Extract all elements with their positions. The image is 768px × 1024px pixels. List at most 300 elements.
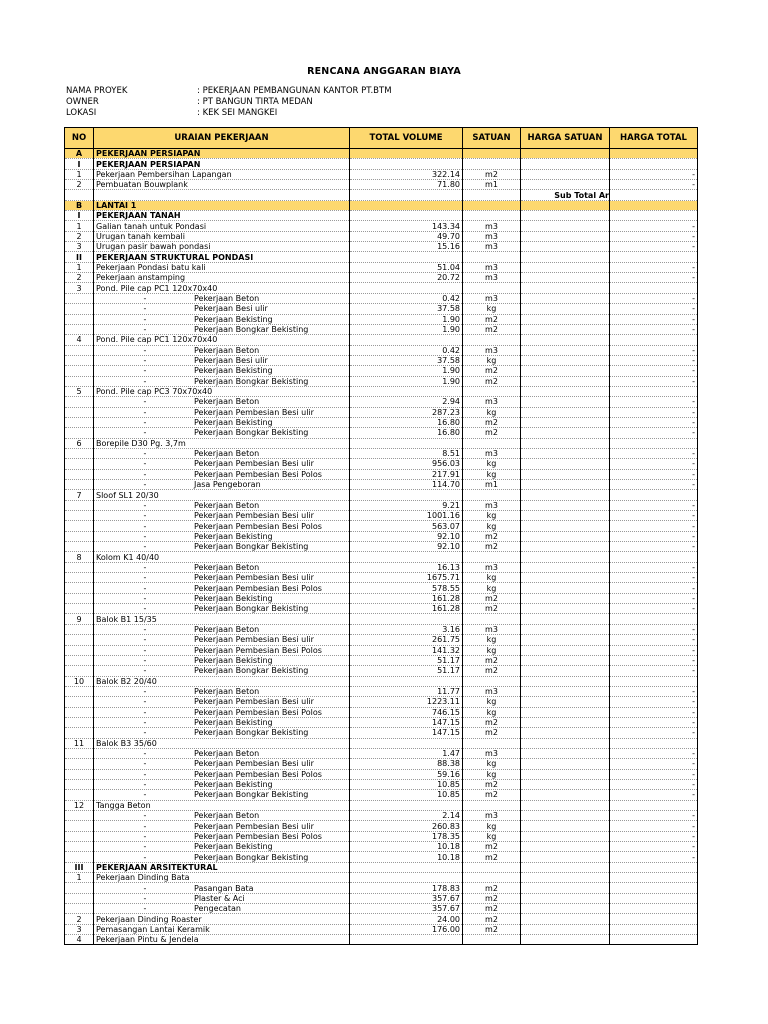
sub-item-row: [65, 480, 698, 490]
sub-item-dash: -: [143, 728, 147, 738]
cell-no: 10: [65, 676, 94, 686]
cell-uraian: Pond. Pile cap PC1 120x70x40: [94, 335, 350, 345]
cell-satuan: [463, 552, 521, 562]
cell-satuan: [463, 149, 521, 159]
cell-harga-total: -: [610, 707, 698, 717]
cell-satuan: m3: [463, 293, 521, 303]
cell-no: [65, 407, 94, 417]
sub-item-label: Pekerjaan Bekisting: [194, 780, 273, 790]
sub-item-label: Pekerjaan Bekisting: [194, 842, 273, 852]
cell-uraian: [94, 883, 350, 893]
cell-harga-total: -: [610, 624, 698, 634]
cell-volume: [350, 873, 463, 883]
item-row: [65, 490, 698, 500]
sub-item-label: Pekerjaan Bongkar Bekisting: [194, 428, 309, 438]
cell-harga-satuan: [521, 811, 610, 821]
sub-item-label: Pekerjaan Bongkar Bekisting: [194, 852, 309, 862]
sub-item-row: [65, 521, 698, 531]
cell-satuan: m2: [463, 428, 521, 438]
cell-no: [65, 376, 94, 386]
cell-volume: 261.75: [350, 635, 463, 645]
cell-satuan: m3: [463, 345, 521, 355]
sub-item-row: [65, 852, 698, 862]
cell-harga-satuan: [521, 200, 610, 210]
cell-volume: 8.51: [350, 448, 463, 458]
cell-no: [65, 397, 94, 407]
cell-uraian: Balok B1 15/35: [94, 614, 350, 624]
sub-item-label: Pekerjaan Bongkar Bekisting: [194, 666, 309, 676]
project-info: [66, 86, 466, 120]
cell-uraian: [94, 759, 350, 769]
cell-volume: 0.42: [350, 345, 463, 355]
cell-no: [65, 748, 94, 758]
cell-harga-total: -: [610, 748, 698, 758]
cell-harga-satuan: [521, 262, 610, 272]
cell-satuan: m3: [463, 231, 521, 241]
cell-volume: 161.28: [350, 604, 463, 614]
item-row: [65, 676, 698, 686]
cell-harga-total: [610, 252, 698, 262]
cell-harga-satuan: [521, 904, 610, 914]
cell-harga-satuan: [521, 852, 610, 862]
cell-harga-satuan: [521, 562, 610, 572]
cell-satuan: [463, 935, 521, 945]
cell-satuan: m2: [463, 324, 521, 334]
cell-satuan: kg: [463, 821, 521, 831]
sub-item-dash: -: [143, 593, 147, 603]
cell-volume: 92.10: [350, 542, 463, 552]
cell-no: [65, 759, 94, 769]
sub-item-dash: -: [143, 366, 147, 376]
cell-satuan: m3: [463, 221, 521, 231]
cell-no: 12: [65, 800, 94, 810]
sub-item-dash: -: [143, 562, 147, 572]
cell-volume: 10.85: [350, 779, 463, 789]
sub-item-dash: -: [143, 407, 147, 417]
cell-harga-total: -: [610, 221, 698, 231]
budget-table: [64, 127, 698, 945]
cell-uraian: Pekerjaan Pintu & Jendela: [94, 935, 350, 945]
item-row: [65, 386, 698, 396]
cell-uraian: [94, 407, 350, 417]
group-header-row: [65, 149, 698, 159]
sub-item-row: [65, 769, 698, 779]
cell-uraian: Pekerjaan Dinding Roaster: [94, 914, 350, 924]
cell-no: [65, 190, 94, 200]
cell-uraian: [94, 469, 350, 479]
cell-volume: 357.67: [350, 904, 463, 914]
cell-no: 3: [65, 924, 94, 934]
cell-uraian: Pembuatan Bouwplank: [94, 180, 350, 190]
cell-uraian: Balok B2 20/40: [94, 676, 350, 686]
cell-harga-total: -: [610, 428, 698, 438]
cell-harga-total: -: [610, 697, 698, 707]
cell-uraian: [94, 893, 350, 903]
document-title: RENCANA ANGGARAN BIAYA: [307, 66, 461, 77]
cell-harga-satuan: [521, 221, 610, 231]
cell-no: [65, 480, 94, 490]
cell-uraian: [94, 655, 350, 665]
sub-item-label: Pekerjaan Pembesian Besi ulir: [194, 511, 314, 521]
cell-no: [65, 355, 94, 365]
cell-harga-total: -: [610, 531, 698, 541]
cell-harga-satuan: [521, 283, 610, 293]
sub-item-row: [65, 428, 698, 438]
cell-harga-total: -: [610, 769, 698, 779]
cell-harga-satuan: [521, 211, 610, 221]
cell-volume: [350, 552, 463, 562]
sub-item-row: [65, 728, 698, 738]
sub-item-row: [65, 355, 698, 365]
cell-uraian: [94, 324, 350, 334]
cell-harga-total: -: [610, 831, 698, 841]
sub-item-dash: -: [143, 345, 147, 355]
cell-harga-total: [610, 159, 698, 169]
sub-item-label: Pekerjaan Besi ulir: [194, 304, 268, 314]
subtotal-label: Sub Total Ar: [521, 190, 610, 200]
cell-satuan: kg: [463, 831, 521, 841]
cell-volume: 59.16: [350, 769, 463, 779]
sub-item-label: Pekerjaan Beton: [194, 749, 260, 759]
cell-satuan: m2: [463, 593, 521, 603]
cell-volume: 1675.71: [350, 573, 463, 583]
sub-item-row: [65, 666, 698, 676]
cell-satuan: [463, 200, 521, 210]
cell-harga-satuan: [521, 924, 610, 934]
cell-satuan: m3: [463, 811, 521, 821]
section-header-row: [65, 252, 698, 262]
cell-no: [65, 842, 94, 852]
cell-harga-satuan: [521, 655, 610, 665]
col-header-satuan: SATUAN: [463, 128, 521, 149]
cell-volume: [350, 862, 463, 872]
cell-volume: [350, 935, 463, 945]
cell-satuan: m3: [463, 273, 521, 283]
sub-item-row: [65, 604, 698, 614]
cell-no: 5: [65, 386, 94, 396]
sub-item-dash: -: [143, 635, 147, 645]
cell-harga-total: -: [610, 821, 698, 831]
cell-harga-satuan: [521, 459, 610, 469]
cell-uraian: PEKERJAAN PERSIAPAN: [94, 149, 350, 159]
cell-harga-total: [610, 614, 698, 624]
sub-item-dash: -: [143, 790, 147, 800]
cell-no: 2: [65, 914, 94, 924]
item-row: [65, 262, 698, 272]
cell-satuan: m2: [463, 666, 521, 676]
cell-harga-total: -: [610, 480, 698, 490]
sub-item-dash: -: [143, 624, 147, 634]
cell-harga-total: -: [610, 686, 698, 696]
cell-volume: 10.85: [350, 790, 463, 800]
sub-item-row: [65, 417, 698, 427]
sub-item-dash: -: [143, 325, 147, 335]
sub-item-label: Pekerjaan Besi ulir: [194, 356, 268, 366]
cell-uraian: Pemasangan Lantai Keramik: [94, 924, 350, 934]
sub-item-row: [65, 573, 698, 583]
cell-uraian: [94, 821, 350, 831]
cell-satuan: m2: [463, 366, 521, 376]
sub-item-label: Pekerjaan Beton: [194, 449, 260, 459]
sub-item-label: Pekerjaan Pembesian Besi Polos: [194, 645, 322, 655]
cell-harga-total: -: [610, 604, 698, 614]
cell-volume: 1.47: [350, 748, 463, 758]
sub-item-dash: -: [143, 893, 147, 903]
cell-uraian: Pekerjaan anstamping: [94, 273, 350, 283]
cell-satuan: m2: [463, 655, 521, 665]
sub-item-label: Pekerjaan Bongkar Bekisting: [194, 728, 309, 738]
cell-volume: 147.15: [350, 728, 463, 738]
sub-item-row: [65, 459, 698, 469]
project-name-label: NAMA PROYEK: [66, 86, 128, 96]
sub-item-label: Pekerjaan Beton: [194, 687, 260, 697]
cell-volume: 88.38: [350, 759, 463, 769]
item-row: [65, 273, 698, 283]
cell-satuan: kg: [463, 769, 521, 779]
sub-item-row: [65, 790, 698, 800]
cell-volume: 1.90: [350, 366, 463, 376]
cell-volume: 1.90: [350, 314, 463, 324]
cell-satuan: m3: [463, 562, 521, 572]
cell-harga-total: -: [610, 407, 698, 417]
col-header-uraian: URAIAN PEKERJAAN: [94, 128, 350, 149]
cell-harga-total: -: [610, 521, 698, 531]
cell-volume: [350, 283, 463, 293]
cell-harga-total: -: [610, 180, 698, 190]
cell-no: 9: [65, 614, 94, 624]
cell-harga-satuan: [521, 624, 610, 634]
cell-satuan: m2: [463, 604, 521, 614]
sub-item-dash: -: [143, 356, 147, 366]
cell-no: 11: [65, 738, 94, 748]
cell-volume: [350, 800, 463, 810]
cell-harga-total: -: [610, 645, 698, 655]
cell-harga-satuan: [521, 707, 610, 717]
cell-no: [65, 542, 94, 552]
cell-uraian: [94, 417, 350, 427]
cell-no: 4: [65, 935, 94, 945]
cell-no: [65, 645, 94, 655]
cell-harga-satuan: [521, 542, 610, 552]
cell-no: 1: [65, 873, 94, 883]
item-row: [65, 180, 698, 190]
cell-satuan: m3: [463, 397, 521, 407]
sub-item-label: Pekerjaan Bekisting: [194, 314, 273, 324]
cell-harga-satuan: [521, 304, 610, 314]
cell-harga-satuan: [521, 448, 610, 458]
cell-satuan: kg: [463, 707, 521, 717]
cell-harga-satuan: [521, 831, 610, 841]
cell-harga-satuan: [521, 521, 610, 531]
cell-volume: 141.32: [350, 645, 463, 655]
cell-uraian: Pond. Pile cap PC1 120x70x40: [94, 283, 350, 293]
sub-item-label: Pekerjaan Beton: [194, 562, 260, 572]
cell-volume: 956.03: [350, 459, 463, 469]
sub-item-row: [65, 748, 698, 758]
sub-item-row: [65, 821, 698, 831]
sub-item-dash: -: [143, 687, 147, 697]
cell-volume: 563.07: [350, 521, 463, 531]
cell-harga-satuan: [521, 428, 610, 438]
sub-item-row: [65, 531, 698, 541]
cell-volume: 16.80: [350, 417, 463, 427]
sub-item-row: [65, 842, 698, 852]
cell-volume: [350, 149, 463, 159]
sub-item-dash: -: [143, 780, 147, 790]
sub-item-label: Jasa Pengeboran: [194, 480, 261, 490]
location-label: LOKASI: [66, 108, 97, 118]
cell-no: [65, 293, 94, 303]
cell-uraian: Pekerjaan Pondasi batu kali: [94, 262, 350, 272]
cell-volume: 178.83: [350, 883, 463, 893]
cell-volume: 1001.16: [350, 511, 463, 521]
sub-item-row: [65, 686, 698, 696]
cell-volume: [350, 252, 463, 262]
cell-uraian: [94, 480, 350, 490]
cell-harga-total: -: [610, 583, 698, 593]
cell-harga-satuan: [521, 769, 610, 779]
cell-harga-total: -: [610, 666, 698, 676]
cell-harga-total: [610, 211, 698, 221]
cell-satuan: kg: [463, 635, 521, 645]
sub-item-dash: -: [143, 449, 147, 459]
cell-harga-satuan: [521, 438, 610, 448]
cell-satuan: m2: [463, 717, 521, 727]
project-name-value: : PEKERJAAN PEMBANGUNAN KANTOR PT.BTM: [197, 86, 392, 96]
cell-no: 1: [65, 221, 94, 231]
cell-no: [65, 469, 94, 479]
sub-item-dash: -: [143, 883, 147, 893]
cell-no: [65, 790, 94, 800]
sub-item-label: Pekerjaan Beton: [194, 345, 260, 355]
cell-satuan: m1: [463, 180, 521, 190]
cell-harga-total: [610, 800, 698, 810]
cell-harga-total: -: [610, 790, 698, 800]
sub-item-row: [65, 635, 698, 645]
cell-uraian: [94, 190, 350, 200]
cell-satuan: [463, 738, 521, 748]
cell-volume: 143.34: [350, 221, 463, 231]
cell-harga-total: -: [610, 376, 698, 386]
cell-harga-satuan: [521, 842, 610, 852]
cell-harga-total: -: [610, 262, 698, 272]
sub-item-dash: -: [143, 469, 147, 479]
item-row: [65, 614, 698, 624]
sub-item-dash: -: [143, 831, 147, 841]
cell-harga-satuan: [521, 531, 610, 541]
cell-harga-total: [610, 438, 698, 448]
cell-uraian: [94, 293, 350, 303]
cell-volume: 49.70: [350, 231, 463, 241]
sub-item-row: [65, 593, 698, 603]
sub-item-dash: -: [143, 480, 147, 490]
sub-item-row: [65, 707, 698, 717]
sub-item-row: [65, 345, 698, 355]
cell-harga-total: -: [610, 511, 698, 521]
cell-harga-total: [610, 149, 698, 159]
cell-satuan: m2: [463, 924, 521, 934]
cell-no: [65, 531, 94, 541]
cell-volume: 16.13: [350, 562, 463, 572]
cell-no: [65, 511, 94, 521]
cell-volume: [350, 438, 463, 448]
sub-item-label: Pekerjaan Bekisting: [194, 418, 273, 428]
sub-item-label: Pekerjaan Pembesian Besi Polos: [194, 583, 322, 593]
cell-no: 2: [65, 231, 94, 241]
cell-satuan: [463, 335, 521, 345]
cell-volume: [350, 490, 463, 500]
cell-harga-satuan: [521, 324, 610, 334]
cell-satuan: m2: [463, 531, 521, 541]
sub-item-row: [65, 376, 698, 386]
cell-satuan: m1: [463, 480, 521, 490]
cell-no: [65, 448, 94, 458]
cell-satuan: m3: [463, 748, 521, 758]
sub-item-dash: -: [143, 707, 147, 717]
sub-item-label: Pekerjaan Bongkar Bekisting: [194, 376, 309, 386]
sub-item-dash: -: [143, 376, 147, 386]
sub-item-dash: -: [143, 542, 147, 552]
cell-harga-satuan: [521, 469, 610, 479]
cell-satuan: kg: [463, 573, 521, 583]
cell-no: I: [65, 211, 94, 221]
cell-no: 1: [65, 169, 94, 179]
cell-harga-total: [610, 552, 698, 562]
cell-uraian: [94, 500, 350, 510]
cell-volume: [350, 190, 463, 200]
section-header-row: [65, 159, 698, 169]
cell-volume: 10.18: [350, 852, 463, 862]
cell-satuan: [463, 252, 521, 262]
cell-satuan: m2: [463, 852, 521, 862]
cell-harga-satuan: [521, 355, 610, 365]
cell-no: [65, 417, 94, 427]
cell-uraian: [94, 769, 350, 779]
col-header-harga-satuan: HARGA SATUAN: [521, 128, 610, 149]
sub-item-dash: -: [143, 656, 147, 666]
cell-volume: [350, 211, 463, 221]
sub-item-row: [65, 624, 698, 634]
sub-item-label: Pekerjaan Pembesian Besi Polos: [194, 707, 322, 717]
cell-uraian: [94, 593, 350, 603]
cell-volume: 1.90: [350, 324, 463, 334]
cell-harga-total: [610, 335, 698, 345]
sub-item-row: [65, 448, 698, 458]
cell-uraian: [94, 376, 350, 386]
cell-uraian: [94, 635, 350, 645]
cell-uraian: [94, 717, 350, 727]
sub-item-dash: -: [143, 811, 147, 821]
cell-harga-total: -: [610, 366, 698, 376]
cell-satuan: m3: [463, 624, 521, 634]
cell-harga-satuan: [521, 593, 610, 603]
item-row: [65, 924, 698, 934]
cell-no: [65, 593, 94, 603]
cell-satuan: m3: [463, 242, 521, 252]
cell-no: [65, 604, 94, 614]
cell-uraian: [94, 314, 350, 324]
cell-harga-total: -: [610, 811, 698, 821]
sub-item-dash: -: [143, 666, 147, 676]
owner-label: OWNER: [66, 97, 99, 107]
item-row: [65, 438, 698, 448]
cell-satuan: [463, 438, 521, 448]
cell-harga-total: -: [610, 593, 698, 603]
cell-volume: 20.72: [350, 273, 463, 283]
sub-item-label: Pekerjaan Pembesian Besi ulir: [194, 697, 314, 707]
cell-harga-total: [610, 386, 698, 396]
cell-harga-total: [610, 676, 698, 686]
